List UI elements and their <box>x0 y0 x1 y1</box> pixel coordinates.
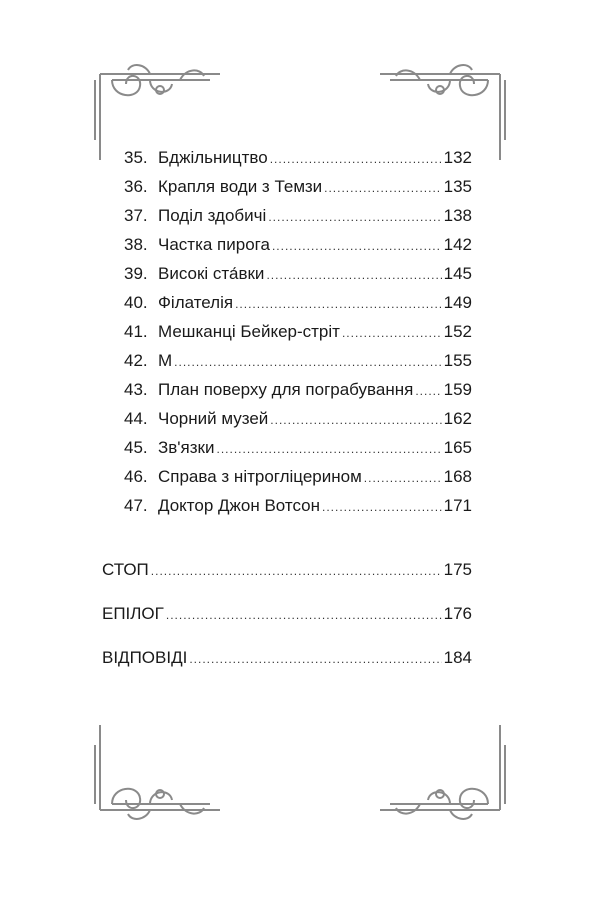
page-number: 175 <box>443 560 472 579</box>
chapter-number: 41. <box>124 322 148 341</box>
toc-chapter-entry <box>124 148 472 169</box>
toc-chapter-entry <box>124 496 472 517</box>
chapter-title: Бджільництво <box>158 148 268 167</box>
toc-chapter-entry <box>124 322 472 343</box>
dot-leader <box>189 649 441 669</box>
page-number: 145 <box>443 264 472 283</box>
toc-section-entry <box>102 604 472 625</box>
toc-chapter-entry <box>124 235 472 256</box>
page-number: 168 <box>443 467 472 486</box>
chapter-number: 43. <box>124 380 148 399</box>
page-number: 176 <box>443 604 472 623</box>
ornament-bottom-right <box>380 725 505 819</box>
toc-chapter-entry <box>124 467 472 488</box>
chapter-number: 38. <box>124 235 148 254</box>
chapter-title: Частка пирога <box>158 235 270 254</box>
chapter-number: 39. <box>124 264 148 283</box>
dot-leader <box>342 323 442 343</box>
chapter-title: Чорний музей <box>158 409 269 428</box>
dot-leader <box>235 294 442 314</box>
chapter-title: План поверху для пограбування <box>158 380 414 399</box>
ornament-top-left <box>95 65 220 160</box>
chapter-number: 36. <box>124 177 148 196</box>
dot-leader <box>272 236 442 256</box>
toc-chapter-entry <box>124 206 472 227</box>
chapter-title: М <box>158 351 173 370</box>
ornament-bottom-left <box>95 725 220 819</box>
toc-chapter-entry <box>124 351 472 372</box>
dot-leader <box>322 497 442 517</box>
dot-leader <box>364 468 442 488</box>
page-number: 138 <box>443 206 472 225</box>
chapter-title: Зв'язки <box>158 438 215 457</box>
toc-chapter-entry <box>124 438 472 459</box>
page-number: 184 <box>443 648 472 667</box>
chapter-number: 44. <box>124 409 148 428</box>
dot-leader <box>270 410 441 430</box>
chapter-number: 47. <box>124 496 148 515</box>
chapter-title: Крапля води з Темзи <box>158 177 323 196</box>
page-number: 149 <box>443 293 472 312</box>
chapter-number: 35. <box>124 148 148 167</box>
chapter-number: 45. <box>124 438 148 457</box>
chapter-number: 40. <box>124 293 148 312</box>
section-title: ВІДПОВІДІ <box>102 648 188 667</box>
chapter-number: 37. <box>124 206 148 225</box>
toc-chapter-entry <box>124 380 472 401</box>
section-title: СТОП <box>102 560 149 579</box>
dot-leader <box>270 149 442 169</box>
dot-leader <box>324 178 442 198</box>
page-number: 142 <box>443 235 472 254</box>
page-number: 132 <box>443 148 472 167</box>
chapter-title: Високі ста́вки <box>158 264 265 283</box>
toc-chapter-entry <box>124 409 472 430</box>
chapter-number: 42. <box>124 351 148 370</box>
chapter-title: Поділ здобичі <box>158 206 267 225</box>
dot-leader <box>151 561 442 581</box>
chapter-number: 46. <box>124 467 148 486</box>
toc-chapter-entry <box>124 293 472 314</box>
section-title: ЕПІЛОГ <box>102 604 164 623</box>
dot-leader <box>415 381 441 401</box>
toc-section-entry <box>102 560 472 581</box>
chapter-title: Доктор Джон Вотсон <box>158 496 321 515</box>
dot-leader <box>268 207 441 227</box>
dot-leader <box>216 439 441 459</box>
page-number: 165 <box>443 438 472 457</box>
page-number: 152 <box>443 322 472 341</box>
dot-leader <box>266 265 441 285</box>
chapter-title: Філателія <box>158 293 234 312</box>
page-number: 162 <box>443 409 472 428</box>
toc-chapter-entry <box>124 177 472 198</box>
toc-chapter-entry <box>124 264 472 285</box>
page-number: 171 <box>443 496 472 515</box>
dot-leader <box>174 352 441 372</box>
page-number: 135 <box>443 177 472 196</box>
ornament-top-right <box>380 65 505 160</box>
page-number: 159 <box>443 380 472 399</box>
toc-section-entry <box>102 648 472 669</box>
chapter-title: Справа з нітрогліцерином <box>158 467 362 486</box>
dot-leader <box>166 605 442 625</box>
chapter-title: Мешканці Бейкер-стріт <box>158 322 340 341</box>
page-number: 155 <box>443 351 472 370</box>
